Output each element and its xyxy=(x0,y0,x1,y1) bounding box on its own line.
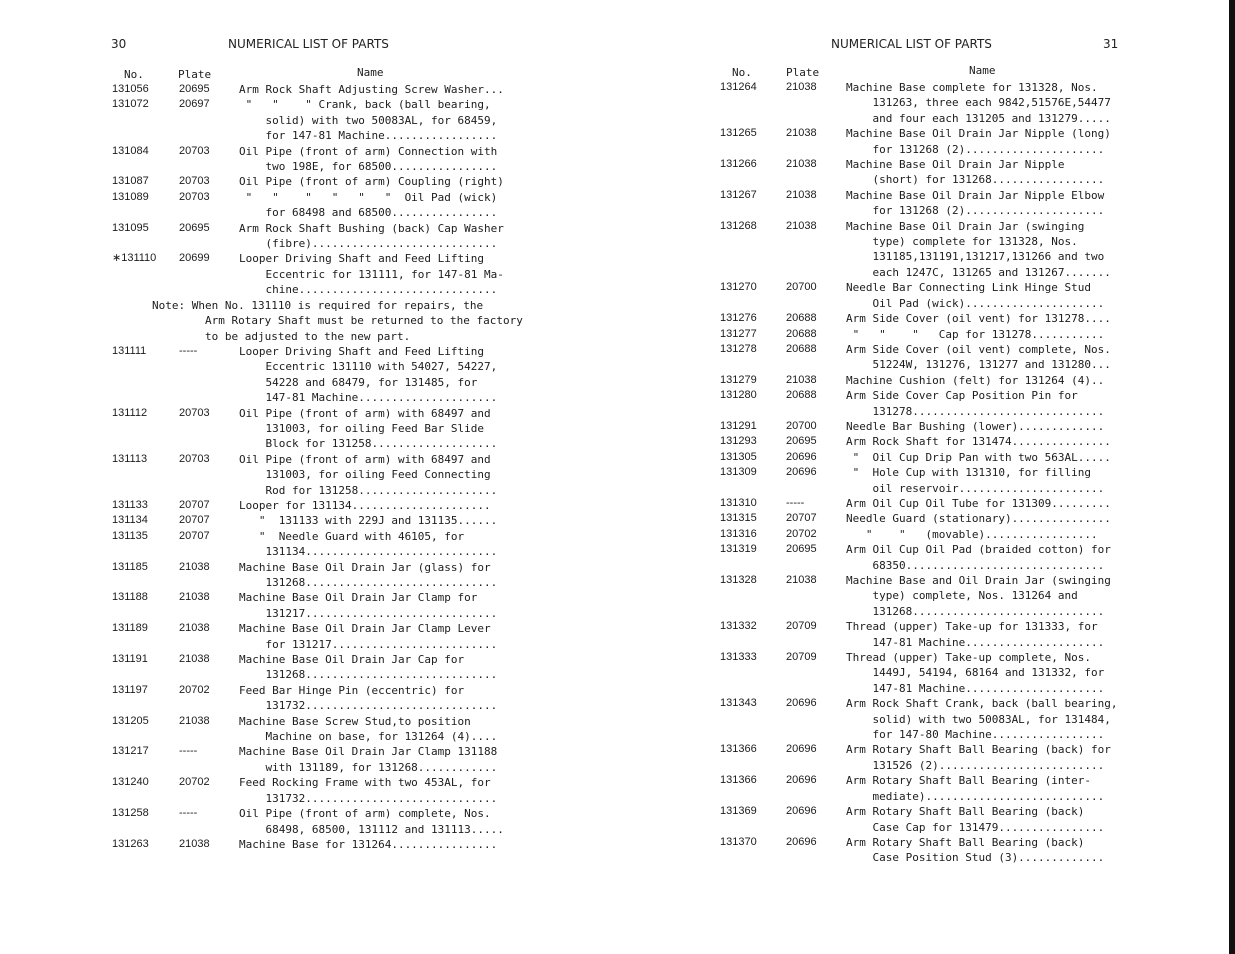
part-row xyxy=(112,174,532,189)
part-row xyxy=(112,775,532,806)
part-row xyxy=(112,621,532,652)
left-page xyxy=(0,0,615,954)
part-row xyxy=(720,419,1230,434)
part-name: Arm Rock Shaft Adjusting Screw Washer... xyxy=(239,83,504,96)
part-name: " Oil Cup Drip Pan with two 563AL..... xyxy=(846,450,1111,464)
plate-number: 21038 xyxy=(179,653,210,666)
part-number: 131189 xyxy=(112,622,148,635)
plate-number: 20707 xyxy=(786,512,817,525)
plate-number: 20702 xyxy=(786,527,817,540)
plate-number: 20707 xyxy=(179,498,210,511)
part-number: 131263 xyxy=(112,837,149,850)
part-name: Machine Base Screw Stud,to position Machine on base, for 131264 (4).... xyxy=(239,714,498,744)
plate-number: 20696 xyxy=(786,774,817,787)
plate-number: 20696 xyxy=(786,466,817,479)
plate-number: ----- xyxy=(179,745,198,758)
part-row xyxy=(112,144,532,175)
part-row xyxy=(720,157,1230,188)
part-row xyxy=(112,251,532,297)
part-number: 131095 xyxy=(112,221,149,234)
part-number: 131332 xyxy=(720,620,757,633)
part-number: 131258 xyxy=(112,807,149,820)
part-row xyxy=(720,126,1230,157)
part-name: Arm Side Cover (oil vent) for 131278.... xyxy=(846,312,1111,326)
page-title: NUMERICAL LIST OF PARTS xyxy=(831,37,992,51)
plate-number: 21038 xyxy=(786,127,817,140)
part-name: Oil Pipe (front of arm) Connection with two 198E, for 68500................ xyxy=(239,144,498,174)
part-row xyxy=(112,806,532,837)
part-row xyxy=(720,696,1230,742)
part-number: 131205 xyxy=(112,714,149,727)
part-name: " " " Crank, back (ball bearing, solid) with two 50083AL, for 68459, for 147-81 Machine................. xyxy=(245,98,498,143)
plate-number: 21038 xyxy=(179,560,210,573)
column-header-no: No. xyxy=(732,66,752,79)
part-number: 131305 xyxy=(720,450,757,463)
part-name: Needle Bar Connecting Link Hinge Stud Oil Pad (wick)..................... xyxy=(846,281,1105,310)
part-row xyxy=(720,434,1230,449)
part-row xyxy=(720,835,1230,866)
part-row xyxy=(112,837,532,852)
part-number: 131111 xyxy=(112,344,147,357)
plate-number: 20700 xyxy=(786,281,817,294)
part-name: Needle Bar Bushing (lower)............. xyxy=(846,419,1105,433)
part-name: Looper for 131134..................... xyxy=(239,498,491,512)
part-number: 131217 xyxy=(112,745,149,758)
parts-list xyxy=(112,82,532,852)
plate-number: 20709 xyxy=(786,620,817,633)
plate-number: 20699 xyxy=(179,252,210,265)
part-name: " " " Cap for 131278........... xyxy=(846,327,1105,341)
part-number: 131310 xyxy=(720,496,757,509)
part-row xyxy=(720,388,1230,419)
part-number: 131366 xyxy=(720,743,757,756)
plate-number: 20709 xyxy=(786,651,817,664)
plate-number: 20696 xyxy=(786,697,817,710)
part-name: Machine Base and Oil Drain Jar (swinging type) complete, Nos. 131264 and 131268............................. xyxy=(846,574,1111,618)
part-row xyxy=(720,542,1230,573)
plate-number: 20695 xyxy=(786,543,817,556)
part-row xyxy=(112,221,532,252)
part-name: Machine Base Oil Drain Jar Nipple (short) for 131268................. xyxy=(846,158,1105,187)
part-row xyxy=(112,97,532,143)
part-row xyxy=(112,82,532,97)
plate-number: 21038 xyxy=(786,158,817,171)
part-number: 131309 xyxy=(720,466,757,479)
part-number: 131278 xyxy=(720,342,757,355)
part-name: Oil Pipe (front of arm) with 68497 and 131003, for oiling Feed Connecting Rod for 131258..................... xyxy=(239,452,498,497)
plate-number: 20688 xyxy=(786,312,817,325)
part-name: Arm Oil Cup Oil Tube for 131309......... xyxy=(846,496,1111,510)
part-number: 131087 xyxy=(112,175,149,188)
part-row xyxy=(720,619,1230,650)
part-number: 131270 xyxy=(720,281,757,294)
column-header-plate: Plate xyxy=(786,66,820,79)
plate-number: 20688 xyxy=(786,327,817,340)
part-row xyxy=(720,311,1230,326)
book-spine xyxy=(1229,0,1235,954)
plate-number: 20702 xyxy=(179,776,210,789)
plate-number: 20695 xyxy=(786,435,817,448)
plate-number: 21038 xyxy=(786,188,817,201)
part-name: Machine Base Oil Drain Jar Nipple (long) for 131268 (2)..................... xyxy=(846,127,1111,156)
part-name: Oil Pipe (front of arm) complete, Nos. 68498, 68500, 131112 and 131113..... xyxy=(239,807,504,836)
part-name: Arm Rock Shaft Crank, back (ball bearing, solid) with two 50083AL, for 131484, for 147-80 Machine................. xyxy=(846,697,1118,742)
part-number: ∗131110 xyxy=(112,252,157,265)
part-number: 131135 xyxy=(112,529,148,542)
page-number: 30 xyxy=(111,37,127,51)
plate-number: 20703 xyxy=(179,452,210,465)
plate-number: 20703 xyxy=(179,406,210,419)
part-number: 131240 xyxy=(112,776,149,789)
part-name: Oil Pipe (front of arm) Coupling (right) xyxy=(239,175,504,189)
plate-number: 21038 xyxy=(179,714,210,727)
plate-number: 20696 xyxy=(786,450,817,463)
part-number: 131084 xyxy=(112,144,149,157)
part-number: 131188 xyxy=(112,591,148,604)
part-name: " " (movable)................. xyxy=(846,527,1098,541)
part-name: Machine Base Oil Drain Jar (swinging type) complete for 131328, Nos. 131185,131191,131217,131266 and two each 1247C, 131265 and 131267....... xyxy=(846,219,1111,279)
part-name: " Needle Guard with 46105, for 131134............................. xyxy=(258,529,498,559)
part-name: Machine Cushion (felt) for 131264 (4).. xyxy=(846,373,1105,387)
plate-number: ----- xyxy=(786,496,805,509)
part-name: Machine Base Oil Drain Jar Cap for 131268............................. xyxy=(239,653,498,682)
part-row xyxy=(112,190,532,221)
part-row xyxy=(112,744,532,775)
page-title: NUMERICAL LIST OF PARTS xyxy=(228,37,389,51)
part-row xyxy=(112,513,532,528)
part-number: 131369 xyxy=(720,805,757,818)
part-name: Arm Rotary Shaft Ball Bearing (back) for 131526 (2)......................... xyxy=(846,743,1111,772)
part-row xyxy=(720,527,1230,542)
part-name: Machine Base Oil Drain Jar Nipple Elbow for 131268 (2)..................... xyxy=(846,188,1105,218)
part-number: 131268 xyxy=(720,219,757,232)
plate-number: 21038 xyxy=(786,574,817,586)
plate-number: 20696 xyxy=(786,743,817,756)
plate-number: 20696 xyxy=(786,835,817,848)
plate-number: 20695 xyxy=(179,221,210,234)
part-name: Feed Rocking Frame with two 453AL, for 131732............................. xyxy=(239,776,498,805)
part-name: " 131133 with 229J and 131135...... xyxy=(239,514,498,528)
plate-number: 20703 xyxy=(179,190,210,203)
part-name: Machine Base Oil Drain Jar Clamp for 131217............................. xyxy=(239,591,498,620)
part-name: Arm Side Cover Cap Position Pin for 131278............................. xyxy=(846,389,1105,418)
part-number: 131328 xyxy=(720,574,757,586)
page-number: 31 xyxy=(1103,37,1119,51)
part-name: Arm Rotary Shaft Ball Bearing (back) Case Cap for 131479................ xyxy=(846,805,1105,834)
part-name: Arm Side Cover (oil vent) complete, Nos. 51224W, 131276, 131277 and 131280... xyxy=(846,342,1111,372)
part-row xyxy=(720,188,1230,219)
plate-number: 20688 xyxy=(786,342,817,355)
part-number: 131112 xyxy=(112,406,148,419)
part-name: Arm Rotary Shaft Ball Bearing (back) Case Position Stud (3)............. xyxy=(846,835,1105,865)
part-row xyxy=(720,342,1230,373)
part-number: 131264 xyxy=(720,81,757,93)
column-header-no: No. xyxy=(124,68,144,81)
plate-number: ----- xyxy=(179,807,198,820)
part-name: Looper Driving Shaft and Feed Lifting Eccentric 131110 with 54027, 54227, 54228 and 68479, for 131485, for 147-81 Machine..................... xyxy=(239,344,498,405)
part-name: Arm Rock Shaft for 131474............... xyxy=(846,435,1111,449)
part-name: Machine Base for 131264................ xyxy=(239,837,498,851)
part-row xyxy=(720,450,1230,465)
part-row xyxy=(112,560,532,591)
plate-number: 21038 xyxy=(179,591,210,604)
part-number: 131316 xyxy=(720,527,757,540)
part-number: 131113 xyxy=(112,452,148,465)
part-row xyxy=(720,511,1230,526)
plate-number: 21038 xyxy=(179,622,210,635)
plate-number: 21038 xyxy=(786,81,817,93)
part-number: 131315 xyxy=(720,512,757,525)
part-row xyxy=(720,573,1230,619)
part-number: 131333 xyxy=(720,651,757,664)
parts-list xyxy=(720,80,1230,866)
part-row xyxy=(112,683,532,714)
part-number: 131185 xyxy=(112,560,148,573)
part-row xyxy=(720,327,1230,342)
repair-note: Note: When No. 131110 is required for repairs, the Arm Rotary Shaft must be returned to the factory to be adjusted to the new part. xyxy=(152,298,523,343)
part-name: Needle Guard (stationary)............... xyxy=(846,512,1111,526)
part-name: Machine Base complete for 131328, Nos. 131263, three each 9842,51576E,54477 and four each 131205 and 131279..... xyxy=(846,81,1111,125)
part-number: 131343 xyxy=(720,697,757,710)
part-row xyxy=(112,590,532,621)
plate-number: 20696 xyxy=(786,805,817,818)
column-header-plate: Plate xyxy=(178,68,212,81)
plate-number: 20688 xyxy=(786,389,817,402)
part-row xyxy=(112,452,532,498)
plate-number: 20707 xyxy=(179,529,210,542)
part-name: " Hole Cup with 131310, for filling oil reservoir...................... xyxy=(852,466,1105,495)
plate-number: 20702 xyxy=(179,683,210,696)
part-number: 131293 xyxy=(720,435,757,448)
plate-number: 20700 xyxy=(786,419,817,432)
part-row xyxy=(720,219,1230,281)
part-number: 131265 xyxy=(720,127,757,140)
part-row xyxy=(720,496,1230,511)
part-name: Arm Rock Shaft Bushing (back) Cap Washer (fibre)............................ xyxy=(239,221,504,251)
part-number: 131266 xyxy=(720,158,757,171)
part-row xyxy=(112,406,532,452)
part-name: Arm Rotary Shaft Ball Bearing (inter- mediate)........................... xyxy=(846,774,1105,803)
part-row xyxy=(112,714,532,745)
plate-number: 21038 xyxy=(786,373,817,386)
part-number: 131277 xyxy=(720,327,757,340)
plate-number: 21038 xyxy=(179,837,210,850)
plate-number: 21038 xyxy=(786,219,817,232)
part-row xyxy=(720,373,1230,388)
part-number: 131279 xyxy=(720,373,757,386)
part-number: 131056 xyxy=(112,83,149,95)
part-name: " " " " " " Oil Pad (wick) for 68498 and 68500................ xyxy=(245,190,498,220)
part-number: 131191 xyxy=(112,653,148,666)
part-row xyxy=(720,80,1230,126)
part-name: Looper Driving Shaft and Feed Lifting Eccentric for 131111, for 147-81 Ma- chine.............................. xyxy=(239,252,504,297)
plate-number: ----- xyxy=(179,344,198,357)
part-name: Machine Base Oil Drain Jar (glass) for 131268............................. xyxy=(239,560,498,589)
plate-number: 20695 xyxy=(179,83,210,95)
part-row xyxy=(720,465,1230,496)
part-row xyxy=(720,804,1230,835)
part-row xyxy=(112,652,532,683)
plate-number: 20703 xyxy=(179,144,210,157)
part-name: Arm Oil Cup Oil Pad (braided cotton) for 68350.............................. xyxy=(846,543,1111,572)
part-name: Thread (upper) Take-up for 131333, for 147-81 Machine..................... xyxy=(846,620,1105,649)
part-row xyxy=(112,344,532,406)
part-name: Machine Base Oil Drain Jar Clamp Lever for 131217......................... xyxy=(239,622,498,651)
part-row xyxy=(720,650,1230,696)
column-header-name: Name xyxy=(969,64,996,77)
part-number: 131280 xyxy=(720,389,757,402)
plate-number: 20703 xyxy=(179,175,210,188)
part-number: 131366 xyxy=(720,774,757,787)
part-name: Machine Base Oil Drain Jar Clamp 131188 with 131189, for 131268............ xyxy=(239,745,498,774)
part-row xyxy=(720,742,1230,773)
part-number: 131134 xyxy=(112,514,148,527)
plate-number: 20697 xyxy=(179,98,210,111)
part-row xyxy=(112,529,532,560)
column-header-name: Name xyxy=(357,66,384,79)
part-number: 131133 xyxy=(112,498,148,511)
part-row xyxy=(720,773,1230,804)
part-row xyxy=(720,280,1230,311)
part-number: 131197 xyxy=(112,683,148,696)
part-name: Feed Bar Hinge Pin (eccentric) for 131732............................. xyxy=(239,683,498,713)
part-number: 131370 xyxy=(720,835,757,848)
part-number: 131319 xyxy=(720,543,757,556)
part-name: Oil Pipe (front of arm) with 68497 and 131003, for oiling Feed Bar Slide Block for 131258................... xyxy=(239,406,498,451)
part-name: Thread (upper) Take-up complete, Nos. 1449J, 54194, 68164 and 131332, for 147-81 Machine..................... xyxy=(846,651,1105,695)
part-number: 131267 xyxy=(720,188,757,201)
part-number: 131291 xyxy=(720,419,757,432)
plate-number: 20707 xyxy=(179,514,210,527)
part-number: 131072 xyxy=(112,98,149,111)
right-page xyxy=(615,0,1235,954)
part-number: 131089 xyxy=(112,190,149,203)
part-number: 131276 xyxy=(720,312,757,325)
part-row xyxy=(112,498,532,513)
